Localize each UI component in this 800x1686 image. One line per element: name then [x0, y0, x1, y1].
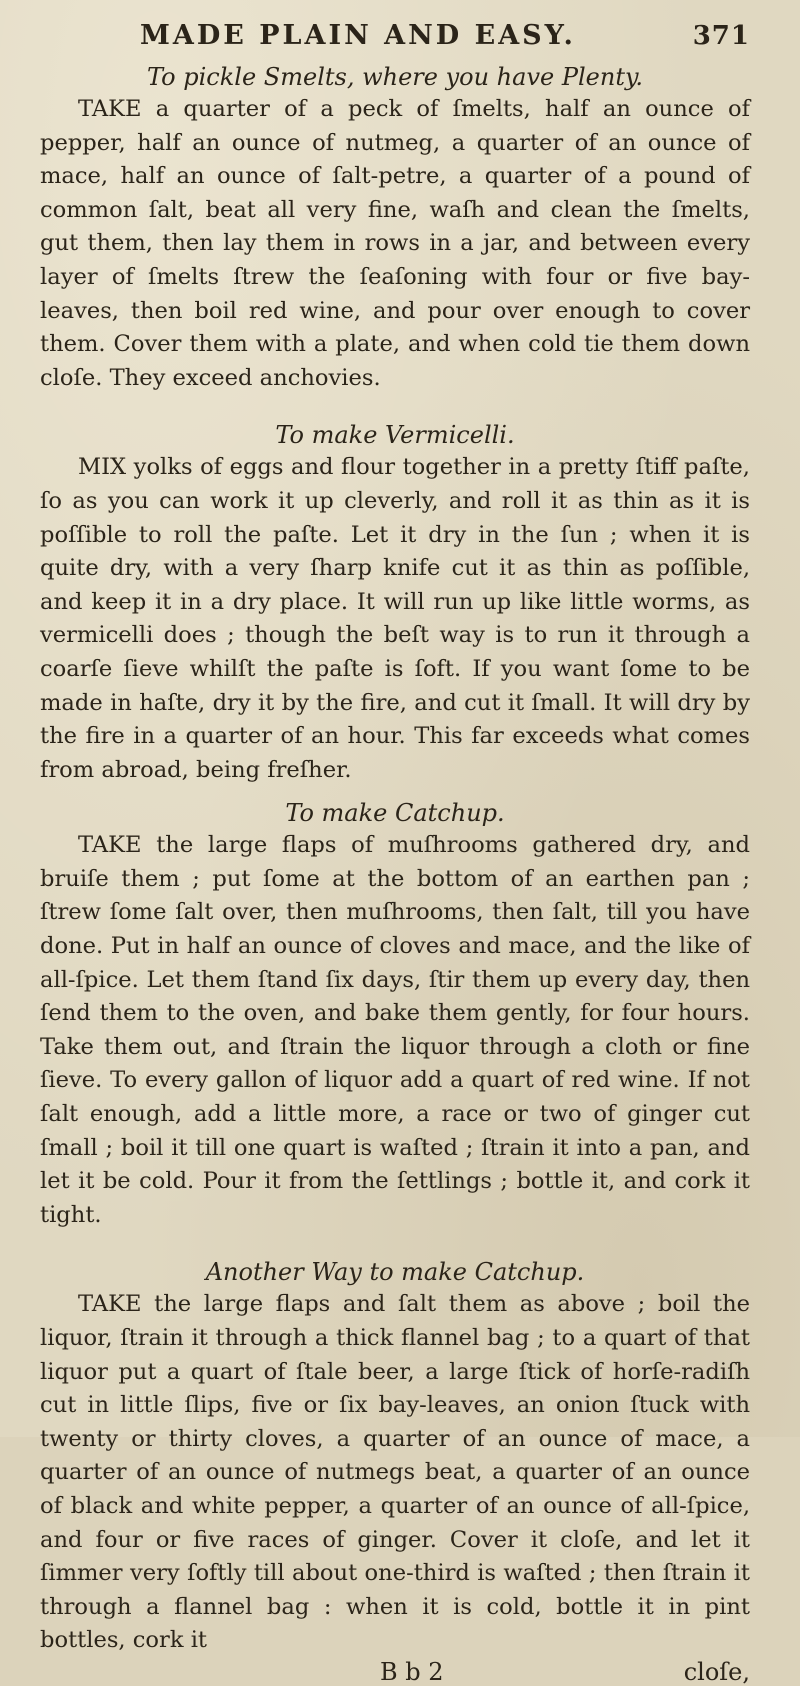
running-head-title: MADE PLAIN AND EASY. — [140, 20, 576, 51]
recipe-title: To make Vermicelli. — [275, 421, 515, 450]
recipe-pickle-smelts — [40, 63, 750, 395]
page-footer — [40, 1658, 750, 1686]
recipe-another-catchup — [40, 1258, 750, 1658]
running-head — [140, 20, 750, 51]
recipe-text: TAKE the large flaps and ſalt them as above ; boil the liquor, ſtrain it through a thick flannel bag ; to a quart of that liquor put a quart of ſtale beer, a large ſtick of horſe-radiſh cut in little ſlips, five or ſix bay-leaves, an onion ſtuck with twenty or thirty cloves, a quarter of an ounce of mace, a quarter of an ounce of nutmegs beat, a quarter of an ounce of black and white pepper, a quarter of an ounce of all-ſpice, and four or five races of ginger. Cover it cloſe, and let it ſimmer very ſoftly till about one-third is waſted ; then ſtrain it through a flannel bag : when it is cold, bottle it in pint bottles, cork it — [40, 1291, 750, 1654]
recipe-text: TAKE the large flaps of muſhrooms gathered dry, and bruiſe them ; put ſome at the bottom of an earthen pan ; ſtrew ſome ſalt over, then muſhrooms, then ſalt, till you have done. Put in half an ounce of cloves and mace, and the like of all-ſpice. Let them ſtand ſix days, ſtir them up every day, then ſend them to the oven, and bake them gently, for four hours. Take them out, and ſtrain the liquor through a cloth or fine ſieve. To every gallon of liquor add a quart of red wine. If not ſalt enough, add a little more, a race or two of ginger cut ſmall ; boil it till one quart is waſted ; ſtrain it into a pan, and let it be cold. Pour it from the ſettlings ; bottle it, and cork it tight. — [40, 832, 750, 1228]
recipe-title: To pickle Smelts, where you have Plenty. — [147, 63, 643, 91]
recipe-vermicelli — [40, 421, 750, 787]
page-number: 371 — [692, 21, 750, 51]
signature-mark: B b 2 — [380, 1657, 444, 1686]
recipe-catchup — [40, 799, 750, 1232]
recipe-text: TAKE a quarter of a peck of ſmelts, half an ounce of pepper, half an ounce of nutmeg, a quarter of an ounce of mace, half an ounce of ſalt-petre, a quarter of a pound of common ſalt, beat all very fine, waſh and clean the ſmelts, gut them, then lay them in rows in a jar, and between every layer of ſmelts ſtrew the ſeaſoning with four or five bay-leaves, then boil red wine, and pour over enough to cover them. Cover them with a plate, and when cold tie them down cloſe. They exceed anchovies. — [40, 96, 750, 391]
recipe-title: To make Catchup. — [285, 799, 505, 828]
recipe-title: Another Way to make Catchup. — [205, 1258, 585, 1287]
catchword: cloſe, — [683, 1657, 750, 1686]
recipe-text: MIX yolks of eggs and flour together in a pretty ſtiff paſte, ſo as you can work it up cleverly, and roll it as thin as it is poſſible to roll the paſte. Let it dry in the ſun ; when it is quite dry, with a very ſharp knife cut it as thin as poſſible, and keep it in a dry place. It will run up like little worms, as vermicelli does ; though the beſt way is to run it through a coarſe ſieve whilſt the paſte is ſoft. If you want ſome to be made in haſte, dry it by the fire, and cut it ſmall. It will dry by the fire in a quarter of an hour. This far exceeds what comes from abroad, being freſher. — [40, 454, 750, 783]
